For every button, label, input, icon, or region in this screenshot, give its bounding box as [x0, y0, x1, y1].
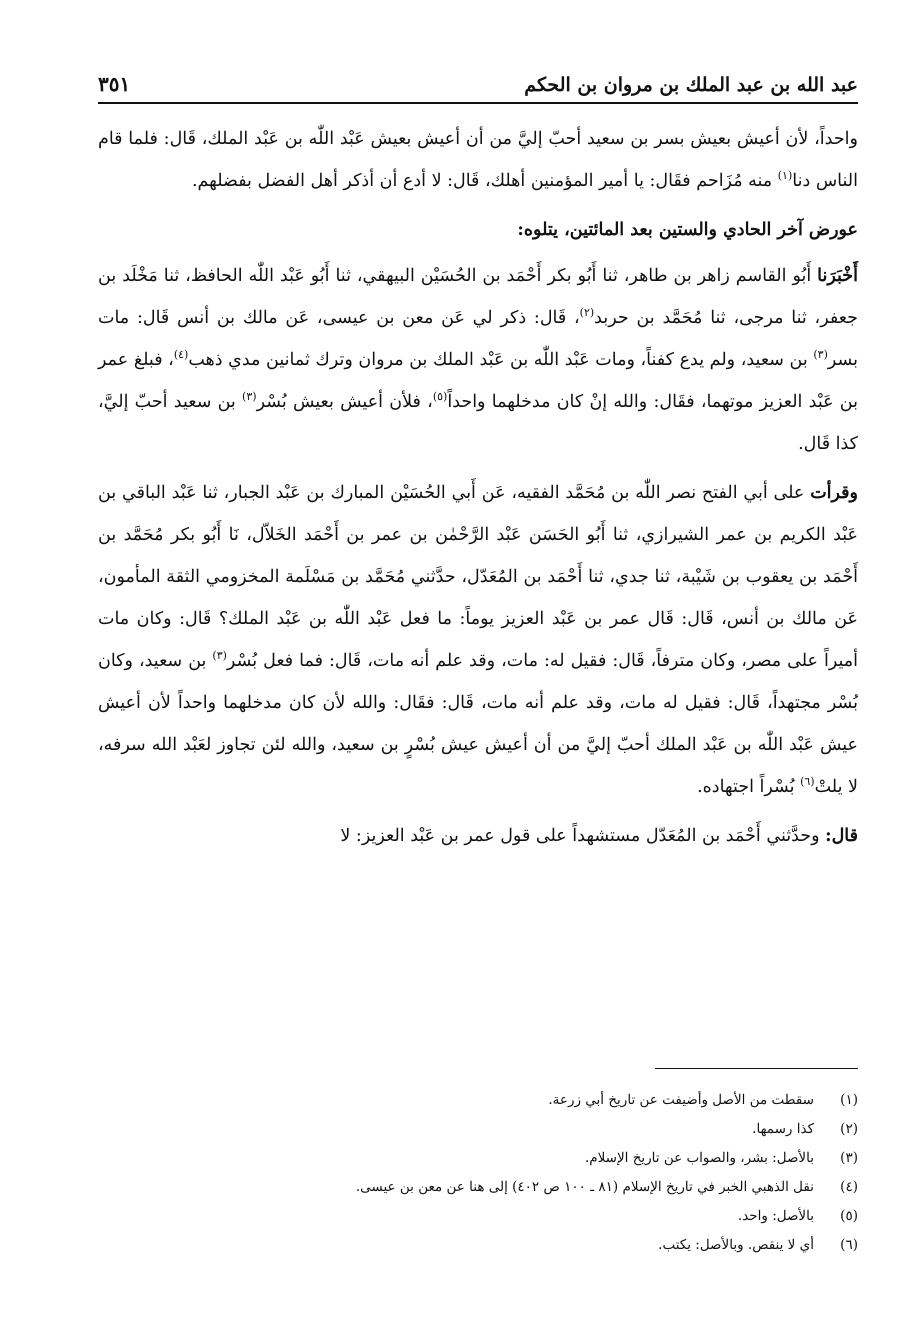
paragraph-1 [98, 118, 858, 202]
paragraph-3 [98, 472, 858, 808]
footnote-3 [98, 1144, 858, 1173]
lead-word: أَخْبَرَنا [817, 266, 858, 286]
footnote-1 [98, 1086, 858, 1115]
main-text [98, 118, 858, 864]
footnote-number: (٢) [840, 1121, 858, 1137]
footnotes [98, 1086, 858, 1260]
text-run: بن سعيد أحبّ إليَّ، كذا قَال. [98, 392, 858, 454]
footnote-ref[interactable]: (٦) [800, 775, 815, 789]
footnote-ref[interactable]: (٥) [432, 390, 448, 404]
footnote-number: (٥) [840, 1208, 858, 1224]
footnote-ref[interactable]: (١) [777, 169, 793, 183]
running-title: عبد الله بن عبد الملك بن مروان بن الحكم [524, 74, 858, 96]
text-run: ، فلأن أعيش بعيش بُسْر [256, 392, 433, 412]
footnote-ref[interactable]: (٣) [813, 348, 828, 362]
footnote-number: (٣) [840, 1150, 858, 1166]
page-number: ٣٥١ [98, 72, 131, 96]
footnote-4 [98, 1173, 858, 1202]
text-run: بُسْراً اجتهاده. [697, 777, 801, 797]
footnote-6 [98, 1231, 858, 1260]
text-run: بن سعيد، وكان بُسْر مجتهداً، قَال: فقيل له مات، وقد علم أنه مات، قَال: فقَال: والله لأن كان مدخلهما واحداً لأن أعيش عيش عَبْد اللّٰه بن عَبْد الملك أحبّ إليَّ من أن أعيش عيش بُسْرٍ بن سعيد، والله لئن تجاوز لعَبْد الله سرفه، لا يلتْ [98, 651, 858, 797]
footnote-text: بالأصل: واحد. [737, 1208, 814, 1224]
footnote-5 [98, 1202, 858, 1231]
paragraph-4 [98, 815, 858, 857]
page-header [98, 62, 858, 104]
text-run: بن سعيد، ولم يدع كفناً، ومات عَبْد اللّٰه بن عَبْد الملك بن مروان وترك ثمانين مدي ذهب [188, 350, 814, 370]
footnote-number: (١) [840, 1092, 858, 1108]
collation-heading: عورض آخر الحادي والستين بعد المائتين، يتلوه: [517, 220, 858, 240]
text-run: ، قَال: ذكر لي عَن معن بن عيسى، عَن مالك بن أنس قَال: مات بسر [98, 308, 858, 370]
footnote-text: نقل الذهبي الخبر في تاريخ الإسلام (٨١ ـ ١٠٠ ص ٤٠٢) إلى هنا عن معن بن عيسى. [355, 1179, 814, 1195]
footnote-text: سقطت من الأصل وأضيفت عن تاريخ أبي زرعة. [548, 1092, 814, 1108]
footnote-ref[interactable]: (٢) [579, 306, 595, 320]
footnote-ref[interactable]: (٣) [242, 390, 257, 404]
footnote-text: كذا رسمها. [752, 1121, 814, 1137]
text-run: أَبُو القاسم زاهر بن طاهر، ثنا أَبُو بكر أَحْمَد بن الحُسَيْن البيهقي، ثنا أَبُو عَبْد اللّٰه الحافظ، ثنا مَخْلَد بن جعفر، ثنا مرجى، ثنا مُحَمَّد بن حربد [98, 266, 858, 328]
text-run: واحداً، لأن أعيش بعيش بسر بن سعيد أحبّ إليَّ من أن أعيش بعيش عَبْد اللّٰه بن عَبْد الملك، قَال: فلما قام الناس دنا [98, 129, 858, 191]
lead-word: وقرأت [810, 483, 858, 503]
footnote-text: أي لا ينقص. وبالأصل: يكتب. [658, 1237, 814, 1253]
footnote-ref[interactable]: (٤) [173, 348, 189, 362]
footnote-number: (٤) [840, 1179, 858, 1195]
lead-word: قال: [825, 826, 858, 846]
text-run: ، فبلغ عمر بن عَبْد العزيز موتهما، فقَال: والله إنْ كان مدخلهما واحداً [98, 350, 858, 412]
text-run: وحدَّثني أَحْمَد بن المُعَدّل مستشهداً على قول عمر بن عَبْد العزيز: لا [340, 826, 826, 846]
footnote-ref[interactable]: (٣) [212, 649, 227, 663]
text-run: على أبي الفتح نصر اللّٰه بن مُحَمَّد الفقيه، عَن أَبي الحُسَيْن المبارك بن عَبْد الجبار، ثنا عَبْد الباقي بن عَبْد الكريم بن عمر الشيرازي، ثنا أَبُو الحَسَن عَبْد الرَّحْمٰن بن عمر بن أَحْمَد الخَلاّل، نَا أَبُو بكر مُحَمَّد بن أَحْمَد بن يعقوب بن شَيْبة، ثنا جدي، ثنا أَحْمَد بن المُعَدّل، حدَّثني مُحَمَّد بن مَسْلَمة المخزومي الثقة المأمون، عَن مالك بن أنس، قَال: قَال عمر بن عَبْد العزيز يوماً: ما فعل عَبْد اللّٰه بن عَبْد الملك؟ قَال: وكان مات أميراً على مصر، وكان مترفاً، قَال: فقيل له: مات، وقد علم أنه مات، قَال: فما فعل بُسْر [98, 483, 858, 671]
footnote-2 [98, 1115, 858, 1144]
footnote-number: (٦) [840, 1237, 858, 1253]
paragraph-2 [98, 255, 858, 465]
text-run: منه مُزَاحم فقَال: يا أمير المؤمنين أهلك، قَال: لا أدع أن أذكر أهل الفضل بفضلهم. [191, 171, 778, 191]
footnote-divider [655, 1068, 858, 1069]
footnote-text: بالأصل: بشر، والصواب عن تاريخ الإسلام. [584, 1150, 814, 1166]
